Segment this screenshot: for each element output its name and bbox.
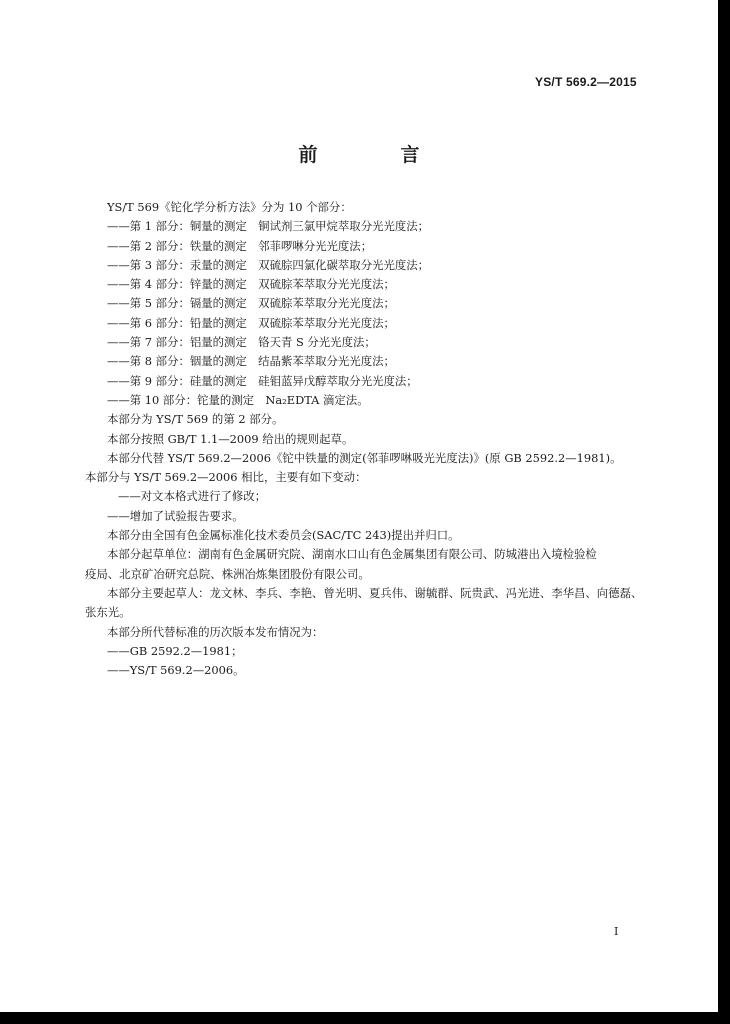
list-item-change-2: ——增加了试验报告要求。	[107, 508, 244, 523]
list-item-history-2: ——YS/T 569.2—2006。	[107, 663, 245, 678]
list-item-part-2: ——第 2 部分：铁量的测定 邻菲啰啉分光光度法；	[107, 238, 373, 253]
list-item-part-6: ——第 6 部分：铅量的测定 双硫腙苯萃取分光光度法；	[107, 315, 395, 330]
list-item-change-1: ——对文本格式进行了修改；	[118, 489, 267, 504]
list-item-part-7: ——第 7 部分：铝量的测定 铬天青 S 分光光度法；	[107, 335, 376, 350]
page-edge-right	[718, 0, 730, 1024]
page-edge-bottom	[0, 1012, 730, 1024]
paragraph-drafters: 本部分主要起草人：龙文林、李兵、李艳、曾光明、夏兵伟、谢毓群、阮贵武、冯光进、李华昌、向德磊、	[107, 585, 643, 600]
page-number: I	[614, 925, 619, 938]
paragraph-drafters-cont: 张东光。	[85, 605, 131, 620]
list-item-part-1: ——第 1 部分：铜量的测定 铜试剂三氯甲烷萃取分光光度法；	[107, 219, 430, 234]
list-item-part-4: ——第 4 部分：锌量的测定 双硫腙苯萃取分光光度法；	[107, 277, 395, 292]
list-item-part-9: ——第 9 部分：硅量的测定 硅钼蓝异戊醇萃取分光光度法；	[107, 373, 418, 388]
standard-number: YS/T 569.2—2015	[535, 75, 637, 89]
list-item-part-10: ——第 10 部分：铊量的测定 Na₂EDTA 滴定法。	[107, 392, 369, 407]
paragraph-history: 本部分所代替标准的历次版本发布情况为：	[107, 624, 324, 639]
foreword-body	[85, 198, 652, 680]
paragraph-replaces: 本部分代替 YS/T 569.2—2006《铊中铁量的测定(邻菲啰啉吸光光度法)》(原 GB 2592.2—1981)。	[107, 450, 622, 465]
paragraph-intro: YS/T 569《铊化学分析方法》分为 10 个部分：	[107, 200, 352, 214]
list-item-part-3: ——第 3 部分：汞量的测定 双硫腙四氯化碳萃取分光光度法；	[107, 257, 430, 272]
list-item-part-5: ——第 5 部分：镉量的测定 双硫腙苯萃取分光光度法；	[107, 296, 395, 311]
paragraph-drafting-rules: 本部分按照 GB/T 1.1—2009 给出的规则起草。	[107, 431, 354, 446]
paragraph-proposed-by: 本部分由全国有色金属标准化技术委员会(SAC/TC 243)提出并归口。	[107, 528, 460, 543]
list-item-history-1: ——GB 2592.2—1981；	[107, 643, 243, 658]
paragraph-drafting-units: 本部分起草单位：湖南有色金属研究院、湖南水口山有色金属集团有限公司、防城港出入境检验检	[107, 547, 597, 562]
paragraph-drafting-units-cont: 疫局、北京矿冶研究总院、株洲冶炼集团股份有限公司。	[85, 566, 370, 581]
page-title: 前 言	[298, 144, 452, 166]
list-item-part-8: ——第 8 部分：铟量的测定 结晶紫苯萃取分光光度法；	[107, 354, 395, 369]
paragraph-part-of: 本部分为 YS/T 569 的第 2 部分。	[107, 412, 284, 427]
paragraph-changes: 本部分与 YS/T 569.2—2006 相比，主要有如下变动：	[85, 470, 367, 485]
